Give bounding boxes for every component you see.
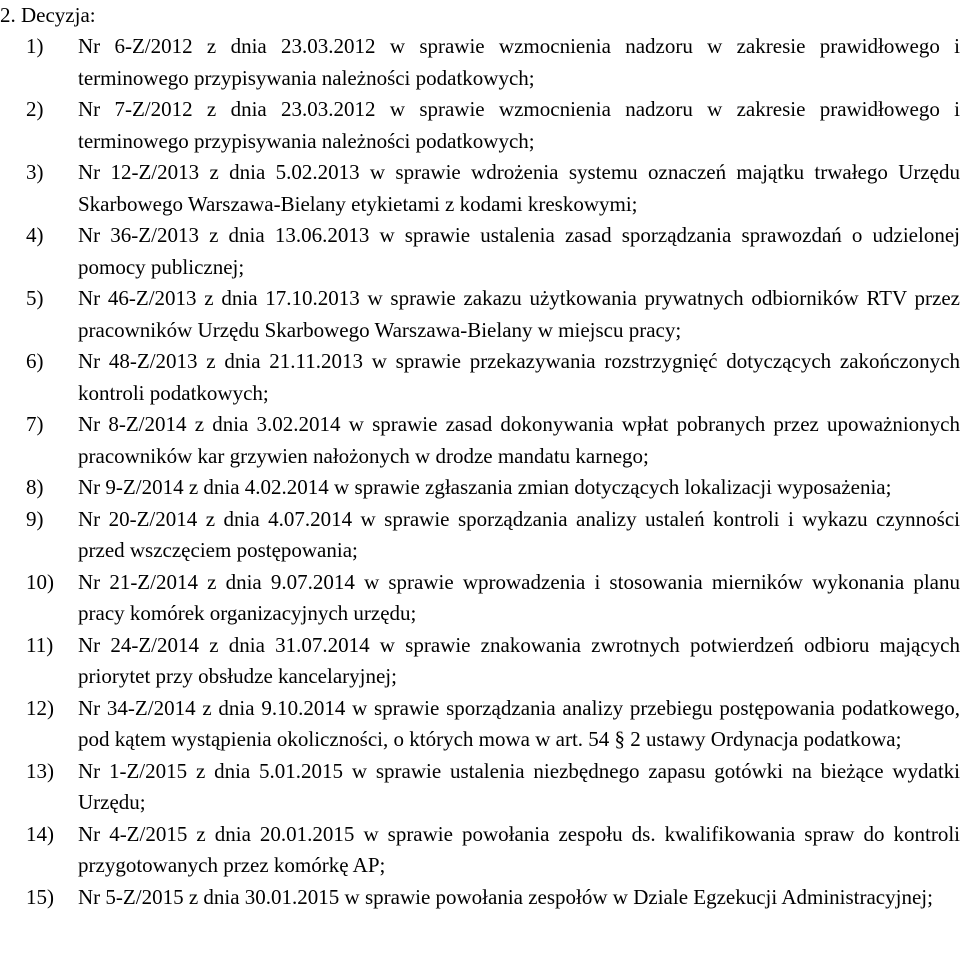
list-item xyxy=(0,157,960,220)
item-text: Nr 24-Z/2014 z dnia 31.07.2014 w sprawie znakowania zwrotnych potwierdzeń odbioru mających priorytet przy obsłudze kancelaryjnej; xyxy=(78,632,960,688)
list-item xyxy=(0,472,960,504)
item-number: 8) xyxy=(26,475,44,499)
item-text: Nr 1-Z/2015 z dnia 5.01.2015 w sprawie ustalenia niezbędnego zapasu gotówki na bieżące wydatki Urzędu; xyxy=(78,758,960,814)
item-number: 12) xyxy=(26,695,54,720)
list-item xyxy=(0,220,960,283)
item-text: Nr 5-Z/2015 z dnia 30.01.2015 w sprawie powołania zespołów w Dziale Egzekucji Administracyjnej; xyxy=(78,884,933,909)
item-text: Nr 9-Z/2014 z dnia 4.02.2014 w sprawie zgłaszania zmian dotyczących lokalizacji wyposażenia; xyxy=(78,475,892,499)
item-number: 14) xyxy=(26,821,54,846)
item-text: Nr 12-Z/2013 z dnia 5.02.2013 w sprawie wdrożenia systemu oznaczeń majątku trwałego Urzędu Skarbowego Warszawa-Bielany etykietami z kodami kreskowymi; xyxy=(78,160,960,216)
item-text: Nr 8-Z/2014 z dnia 3.02.2014 w sprawie zasad dokonywania wpłat pobranych przez upoważnionych pracowników kar grzywien nałożonych w drodze mandatu karnego; xyxy=(78,412,960,468)
item-number: 11) xyxy=(26,632,54,657)
item-number: 3) xyxy=(26,160,44,184)
item-text: Nr 7-Z/2012 z dnia 23.03.2012 w sprawie wzmocnienia nadzoru w zakresie prawidłowego i terminowego przypisywania należności podatkowych; xyxy=(78,97,960,153)
list-item xyxy=(0,346,960,409)
list-item xyxy=(0,504,960,567)
item-text: Nr 36-Z/2013 z dnia 13.06.2013 w sprawie ustalenia zasad sporządzania sprawozdań o udzielonej pomocy publicznej; xyxy=(78,223,960,279)
item-text: Nr 21-Z/2014 z dnia 9.07.2014 w sprawie wprowadzenia i stosowania mierników wykonania planu pracy komórek organizacyjnych urzędu; xyxy=(78,569,960,625)
list-item xyxy=(0,283,960,346)
list-item xyxy=(0,756,960,819)
list-item xyxy=(0,630,960,693)
list-item xyxy=(0,409,960,472)
item-number: 13) xyxy=(26,758,54,783)
list-item xyxy=(0,94,960,157)
item-text: Nr 20-Z/2014 z dnia 4.07.2014 w sprawie sporządzania analizy ustaleń kontroli i wykazu czynności przed wszczęciem postępowania; xyxy=(78,506,960,562)
list-item xyxy=(0,567,960,630)
item-text: Nr 4-Z/2015 z dnia 20.01.2015 w sprawie powołania zespołu ds. kwalifikowania spraw do kontroli przygotowanych przez komórkę AP; xyxy=(78,821,960,877)
decision-list xyxy=(0,31,960,913)
item-number: 10) xyxy=(26,569,54,594)
list-item xyxy=(0,882,960,914)
item-number: 15) xyxy=(26,884,54,909)
item-number: 6) xyxy=(26,349,44,373)
list-item xyxy=(0,31,960,94)
item-number: 1) xyxy=(26,34,44,58)
item-text: Nr 46-Z/2013 z dnia 17.10.2013 w sprawie zakazu użytkowania prywatnych odbiorników RTV przez pracowników Urzędu Skarbowego Warszawa-Bielany w miejscu pracy; xyxy=(78,286,960,342)
item-number: 9) xyxy=(26,506,44,531)
item-text: Nr 34-Z/2014 z dnia 9.10.2014 w sprawie sporządzania analizy przebiegu postępowania podatkowego, pod kątem wystąpienia okoliczności, o których mowa w art. 54 § 2 ustawy Ordynacja podatkowa; xyxy=(78,695,960,751)
item-number: 4) xyxy=(26,223,44,247)
section-heading: 2. Decyzja: xyxy=(0,3,96,27)
item-number: 5) xyxy=(26,286,44,310)
item-number: 2) xyxy=(26,97,44,121)
list-item xyxy=(0,819,960,882)
item-text: Nr 6-Z/2012 z dnia 23.03.2012 w sprawie wzmocnienia nadzoru w zakresie prawidłowego i terminowego przypisywania należności podatkowych; xyxy=(78,34,960,90)
list-item xyxy=(0,693,960,756)
item-text: Nr 48-Z/2013 z dnia 21.11.2013 w sprawie przekazywania rozstrzygnięć dotyczących zakończonych kontroli podatkowych; xyxy=(78,349,960,405)
item-number: 7) xyxy=(26,412,44,436)
